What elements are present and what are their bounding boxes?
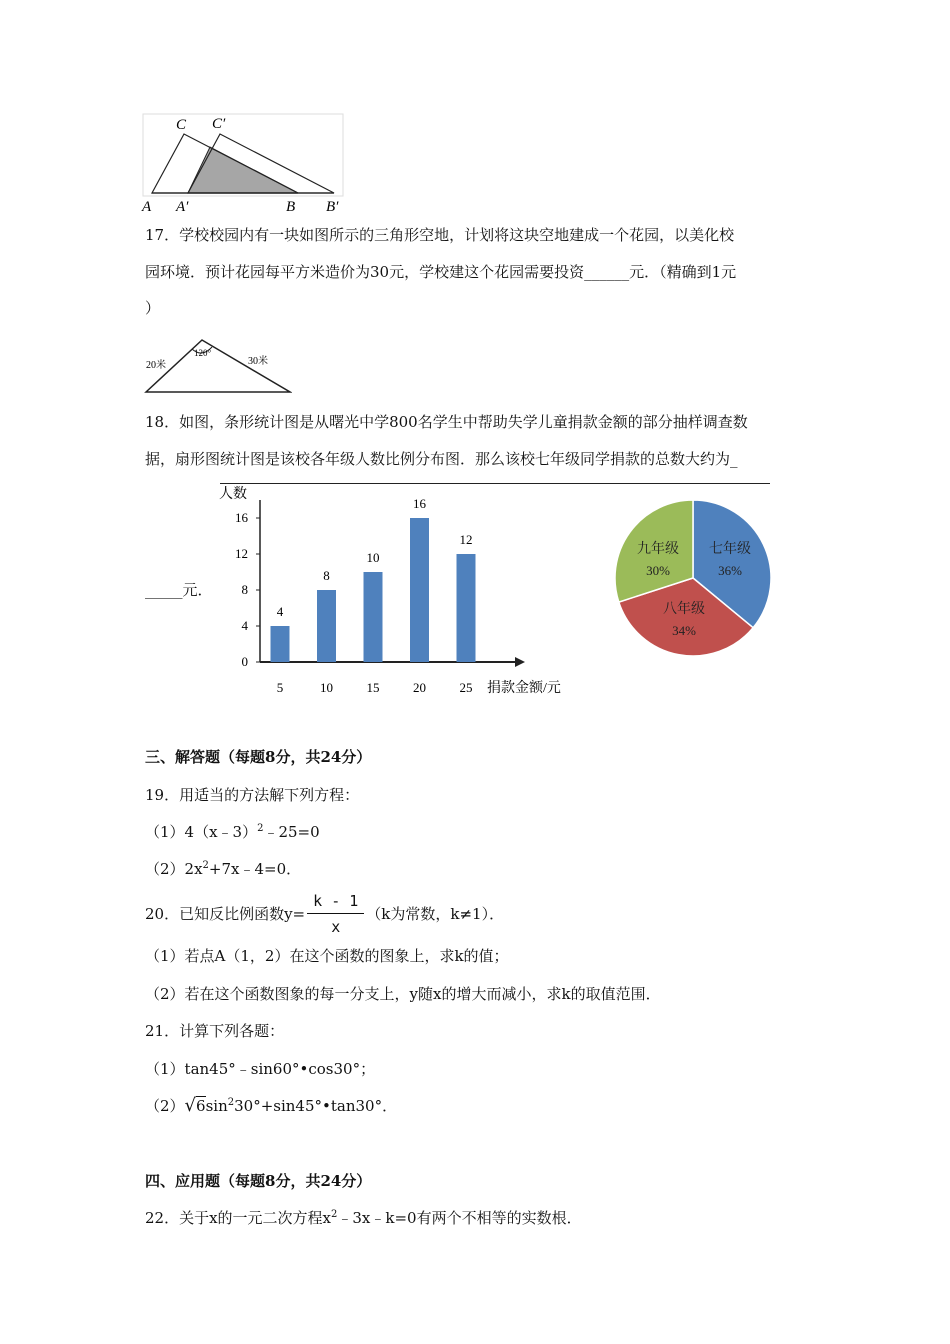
x-tick-label: 20 xyxy=(413,680,426,695)
label-a: A xyxy=(142,199,152,215)
angle-label: 120° xyxy=(194,348,212,358)
bar xyxy=(271,626,290,662)
x-tick-label: 10 xyxy=(320,680,333,695)
q17-line-1: 17．学校校园内有一块如图所示的三角形空地，计划将这块空地建成一个花园，以美化校 xyxy=(145,226,735,244)
q20-stem: 20．已知反比例函数y= $\frac{k - 1}{x}$ （k为常数，k≠1）． xyxy=(145,892,505,936)
bar xyxy=(457,554,476,662)
q18-line-3: _____元． xyxy=(145,581,213,599)
q21-stem: 21．计算下列各题： xyxy=(145,1022,285,1040)
x-tick-label: 25 xyxy=(459,680,473,695)
q21-part-2: $(2)√6\sin^230^\circ+\sin 45^\circ•\tan 30^\circ$． xyxy=(145,1095,398,1116)
pie-slice-value: 30% xyxy=(646,563,670,578)
pie-slice-value: 34% xyxy=(672,623,696,638)
bar-value-label: 12 xyxy=(459,532,473,547)
x-tick-label: 15 xyxy=(366,680,380,695)
shaded-triangle xyxy=(188,147,298,193)
label-c-prime: C′ xyxy=(212,116,226,132)
bar-value-label: 16 xyxy=(413,496,426,511)
bar xyxy=(410,518,429,662)
label-b: B xyxy=(286,199,296,215)
pie-slice-label: 九年级 xyxy=(637,542,679,557)
pie-slice-label: 八年级 xyxy=(663,602,705,617)
bar-value-label: 10 xyxy=(366,550,380,565)
y-tick-label: 4 xyxy=(241,618,248,633)
q21-part-1: （1）tan45°﹣sin60°•cos30°； xyxy=(145,1060,376,1078)
section-4-heading: 四、应用题（每题8分，共24分） xyxy=(145,1172,372,1190)
label-a-prime: A′ xyxy=(176,199,189,215)
x-tick-label: 5 xyxy=(276,680,284,695)
bar-value-label: 4 xyxy=(276,604,284,619)
x-axis-arrow-icon xyxy=(515,657,525,667)
section-3-heading: 三、解答题（每题8分，共24分） xyxy=(145,748,372,766)
q20-part-1: （1）若点A（1，2）在这个函数的图象上，求k的值； xyxy=(145,947,509,965)
q18-line-1: 18．如图，条形统计图是从曙光中学800名学生中帮助失学儿童捐款金额的部分抽样调查数 xyxy=(145,413,748,431)
bar-value-label: 8 xyxy=(323,568,330,583)
q19-stem: 19．用适当的方法解下列方程： xyxy=(145,786,360,804)
q19-part-1: （1）4（x﹣3）$^2$﹣25=0 xyxy=(145,823,320,841)
q20-part-2: （2）若在这个函数图象的每一分支上，y随x的增大而减小，求k的取值范围． xyxy=(145,985,661,1003)
side-right-label: 30米 xyxy=(248,356,268,367)
x-axis-label: 捐款金额/元 xyxy=(487,681,561,696)
pie-slice-label: 七年级 xyxy=(709,542,751,557)
bar xyxy=(317,590,336,662)
fraction: $\frac{k - 1}{x}$ xyxy=(307,890,364,938)
y-tick-label: 16 xyxy=(235,510,248,525)
q17-line-3: ） xyxy=(145,299,161,317)
label-c: C xyxy=(176,117,187,133)
garden-triangle-figure xyxy=(142,332,292,396)
pie-slice-value: 36% xyxy=(718,563,742,578)
triangle-translation-figure xyxy=(140,112,355,216)
sqrt-icon: √ xyxy=(184,1095,197,1116)
q17-line-2: 园环境．预计花园每平方米造价为30元，学校建这个花园需要投资______元．（精确到1元 xyxy=(145,263,737,281)
y-axis-label: 人数 xyxy=(219,487,247,502)
y-tick-label: 0 xyxy=(241,654,248,669)
q22-stem: 22．关于x的一元二次方程$x^2﹣3x﹣k=0$有两个不相等的实数根． xyxy=(145,1209,582,1227)
bar xyxy=(364,572,383,662)
donation-bar-chart xyxy=(215,480,580,702)
side-left-label: 20米 xyxy=(146,360,166,371)
y-tick-label: 8 xyxy=(241,582,248,597)
y-tick-label: 12 xyxy=(235,546,248,561)
q19-part-2: $(2)2x^2+7x﹣4=0$． xyxy=(145,860,302,878)
grade-pie-chart xyxy=(610,495,780,665)
q18-line-2: 据，扇形图统计图是该校各年级人数比例分布图．那么该校七年级同学捐款的总数大约为_ xyxy=(145,450,738,468)
label-b-prime: B′ xyxy=(326,199,339,215)
